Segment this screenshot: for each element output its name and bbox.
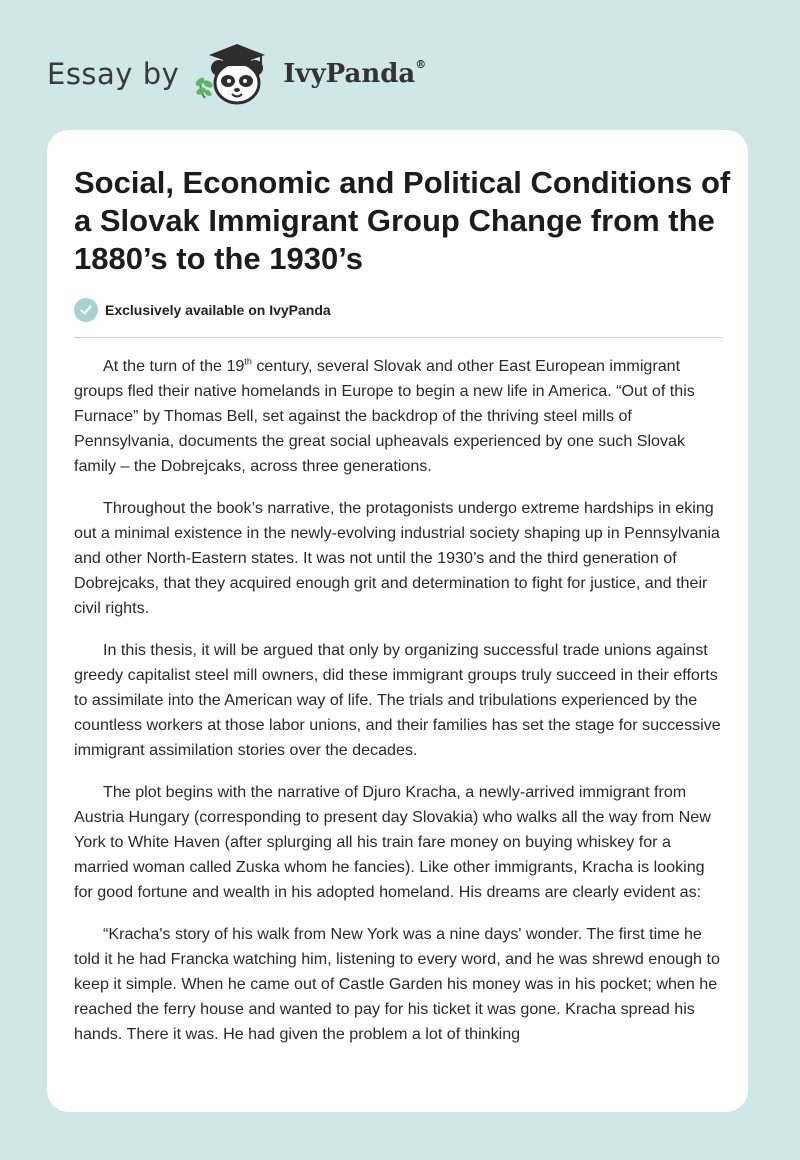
paragraph: In this thesis, it will be argued that only by organizing successful trade unions against greedy capitalist steel mill owners, did these immigrant groups truly succeed in their efforts to assimilate into the American way of life. The trials and tribulations experienced by the countless workers at those labor unions, and their families has set the stage for successive immigrant assimilation stories over the decades. — [74, 641, 721, 759]
exclusive-badge — [74, 297, 721, 323]
checkmark-icon — [74, 298, 98, 322]
brand-name[interactable] — [283, 59, 426, 89]
divider — [74, 337, 722, 338]
essay-body — [74, 354, 722, 1047]
panda-graduate-icon[interactable] — [191, 38, 281, 110]
superscript: th — [244, 356, 252, 367]
brand-header — [47, 34, 426, 114]
brand-name-text: IvyPanda — [283, 59, 416, 89]
paragraph — [74, 354, 722, 479]
paragraph: Throughout the book’s narrative, the protagonists undergo extreme hardships in eking out a minimal existence in the newly-evolving industrial society shaping up in Pennsylvania and other North-Eastern states. It was not until the 1930’s and the third generation of Dobrejcaks, that they acquired enough grit and determination to fight for justice, and their civil rights. — [74, 499, 720, 617]
paragraph-text: century, several Slovak and other East European immigrant groups fled their native homelands in Europe to begin a new life in America. “Out of this Furnace” by Thomas Bell, set against the backdrop of the thriving steel mills of Pennsylvania, documents the great social upheavals experienced by one such Slovak family – the Dobrejcaks, across three generations. — [74, 357, 695, 475]
brand-prefix: Essay by — [47, 57, 180, 91]
paragraph-text: At the turn of the 19 — [103, 357, 245, 375]
quote-paragraph: “Kracha's story of his walk from New York was a nine days' wonder. The first time he told it he had Francka watching him, listening to every word, and he was shrewd enough to keep it simple. When he came out of Castle Garden his money was in his pocket; when he reached the ferry house and wanted to pay for his ticket it was gone. Kracha spread his hands. There it was. He had given the problem a lot of thinking — [74, 925, 720, 1043]
exclusive-badge-text: Exclusively available on IvyPanda — [105, 302, 331, 318]
paragraph: The plot begins with the narrative of Djuro Kracha, a newly-arrived immigrant from Austria Hungary (corresponding to present day Slovakia) who walks all the way from New York to White Haven (after splurging all his train fare money on buying whiskey for a married woman called Zuska whom he fancies). Like other immigrants, Kracha is looking for good fortune and wealth in his adopted homeland. His dreams are clearly evident as: — [74, 783, 711, 901]
essay-card — [47, 130, 748, 1112]
essay-title: Social, Economic and Political Conditions of a Slovak Immigrant Group Change from the 1880’s to the 1930’s — [74, 165, 731, 276]
registered-mark: ® — [415, 58, 427, 72]
